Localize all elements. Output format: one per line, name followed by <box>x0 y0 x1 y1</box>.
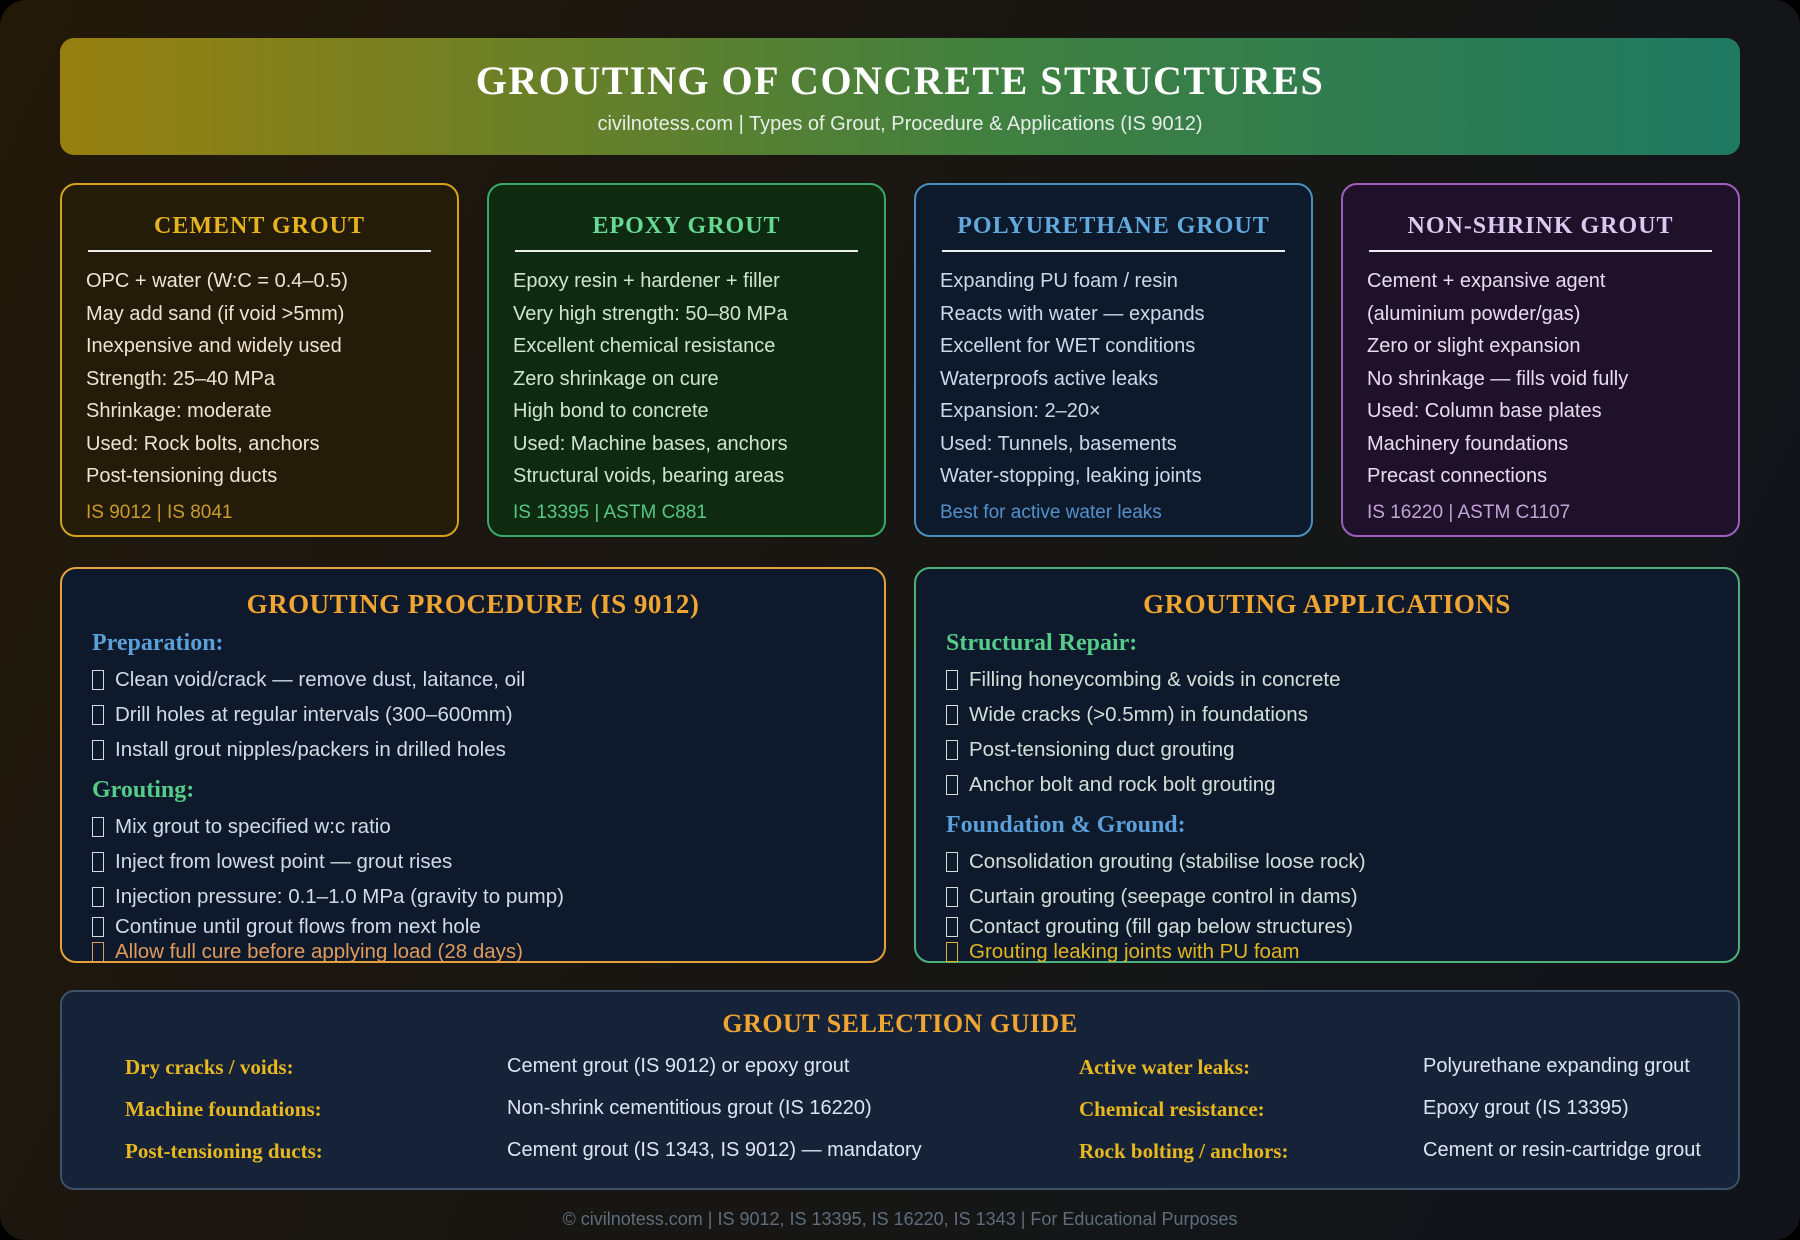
card-standards: IS 9012 | IS 8041 <box>86 501 233 523</box>
missing-glyph-icon <box>946 670 958 690</box>
procedure-item <box>92 662 854 697</box>
card-line: Waterproofs active leaks <box>940 367 1159 390</box>
card-standards: IS 16220 | ASTM C1107 <box>1367 501 1571 523</box>
application-item-text: Post-tensioning duct grouting <box>969 738 1235 761</box>
missing-glyph-icon <box>92 705 104 725</box>
cement-grout-card <box>60 183 459 537</box>
application-item-text: Filling honeycombing & voids in concrete <box>969 668 1341 691</box>
card-line: May add sand (if void >5mm) <box>86 302 345 325</box>
selection-guide-grid <box>62 1055 1738 1164</box>
card-line: Excellent for WET conditions <box>940 335 1196 357</box>
application-item <box>946 914 1708 940</box>
page-subtitle: civilnotess.com | Types of Grout, Procedure & Applications (IS 9012) <box>597 113 1203 135</box>
card-line: Expansion: 2–20× <box>940 400 1101 422</box>
procedure-item-text: Mix grout to specified w:c ratio <box>115 815 391 838</box>
missing-glyph-icon <box>92 942 104 962</box>
selection-value: Cement grout (IS 1343, IS 9012) — mandatory <box>507 1139 922 1161</box>
selection-label: Active water leaks: <box>1079 1055 1251 1079</box>
page-title: GROUTING OF CONCRETE STRUCTURES <box>475 58 1325 103</box>
grout-selection-guide-card <box>60 990 1740 1190</box>
procedure-item-text: Continue until grout flows from next hole <box>115 915 481 938</box>
card-line: High bond to concrete <box>513 400 709 422</box>
selection-label: Dry cracks / voids: <box>125 1055 294 1079</box>
card-line: Used: Machine bases, anchors <box>513 432 788 455</box>
application-item <box>946 767 1708 802</box>
card-body <box>940 265 1287 493</box>
selection-guide-title: GROUT SELECTION GUIDE <box>722 1009 1078 1038</box>
card-line: Inexpensive and widely used <box>86 335 342 357</box>
missing-glyph-icon <box>92 917 104 937</box>
procedure-item <box>92 697 854 732</box>
procedure-title: GROUTING PROCEDURE (IS 9012) <box>246 589 700 619</box>
selection-label: Post-tensioning ducts: <box>125 1139 323 1163</box>
middle-row <box>60 567 1740 963</box>
procedure-item-text: Drill holes at regular intervals (300–600mm) <box>115 703 513 726</box>
card-title: POLYURETHANE GROUT <box>942 199 1285 252</box>
missing-glyph-icon <box>946 917 958 937</box>
applications-title: GROUTING APPLICATIONS <box>1143 589 1511 619</box>
grout-cards-row <box>60 183 1740 537</box>
grouting-procedure-card <box>60 567 886 963</box>
missing-glyph-icon <box>92 852 104 872</box>
card-line: Reacts with water — expands <box>940 302 1205 325</box>
card-line: Water-stopping, leaking joints <box>940 465 1202 487</box>
copyright-footer: © civilnotess.com | IS 9012, IS 13395, IS 16220, IS 1343 | For Educational Purposes <box>562 1209 1238 1229</box>
card-body <box>1367 265 1714 493</box>
procedure-highlight-item <box>92 940 854 964</box>
missing-glyph-icon <box>92 887 104 907</box>
missing-glyph-icon <box>92 740 104 760</box>
card-note: Best for active water leaks <box>940 501 1162 523</box>
missing-glyph-icon <box>946 740 958 760</box>
card-line: Epoxy resin + hardener + filler <box>513 270 780 292</box>
procedure-item <box>92 809 854 844</box>
application-item <box>946 662 1708 697</box>
card-line: Shrinkage: moderate <box>86 400 272 422</box>
header-banner <box>60 38 1740 155</box>
card-title: NON-SHRINK GROUT <box>1369 199 1712 252</box>
card-line: Expanding PU foam / resin <box>940 270 1178 292</box>
card-title: CEMENT GROUT <box>88 199 431 252</box>
application-item-text: Curtain grouting (seepage control in dams) <box>969 885 1358 908</box>
procedure-item-text: Clean void/crack — remove dust, laitance, oil <box>115 668 526 691</box>
application-item <box>946 844 1708 879</box>
application-item-text: Anchor bolt and rock bolt grouting <box>969 773 1276 796</box>
missing-glyph-icon <box>946 887 958 907</box>
missing-glyph-icon <box>946 852 958 872</box>
non-shrink-grout-card <box>1341 183 1740 537</box>
selection-value: Epoxy grout (IS 13395) <box>1423 1097 1629 1119</box>
card-line: OPC + water (W:C = 0.4–0.5) <box>86 270 348 292</box>
missing-glyph-icon <box>946 942 958 962</box>
section-heading-structural-repair: Structural Repair: <box>946 630 1138 656</box>
selection-value: Cement grout (IS 9012) or epoxy grout <box>507 1055 850 1077</box>
section-heading-preparation: Preparation: <box>92 630 224 656</box>
card-line: Post-tensioning ducts <box>86 465 278 487</box>
application-item-text: Contact grouting (fill gap below structures) <box>969 915 1353 938</box>
card-body <box>513 265 860 493</box>
selection-label: Rock bolting / anchors: <box>1079 1139 1289 1163</box>
card-line: (aluminium powder/gas) <box>1367 302 1581 325</box>
card-line: Used: Rock bolts, anchors <box>86 432 320 455</box>
missing-glyph-icon <box>92 817 104 837</box>
application-item <box>946 879 1708 914</box>
procedure-item <box>92 732 854 767</box>
selection-value: Non-shrink cementitious grout (IS 16220) <box>507 1097 872 1119</box>
card-line: Used: Column base plates <box>1367 400 1602 422</box>
epoxy-grout-card <box>487 183 886 537</box>
application-item-text: Consolidation grouting (stabilise loose rock) <box>969 850 1366 873</box>
procedure-item-text: Allow full cure before applying load (28 days) <box>115 940 523 963</box>
grouting-applications-card <box>914 567 1740 963</box>
card-line: Excellent chemical resistance <box>513 335 776 357</box>
application-item <box>946 697 1708 732</box>
card-line: Zero shrinkage on cure <box>513 367 719 390</box>
card-line: Precast connections <box>1367 465 1548 487</box>
section-heading-grouting: Grouting: <box>92 777 195 803</box>
selection-value: Polyurethane expanding grout <box>1423 1055 1690 1077</box>
application-highlight-item <box>946 940 1708 964</box>
procedure-item <box>92 879 854 914</box>
polyurethane-grout-card <box>914 183 1313 537</box>
section-heading-foundation-ground: Foundation & Ground: <box>946 812 1186 838</box>
card-line: Structural voids, bearing areas <box>513 465 785 487</box>
card-title: EPOXY GROUT <box>515 199 858 252</box>
card-line: Zero or slight expansion <box>1367 335 1581 357</box>
card-line: No shrinkage — fills void fully <box>1367 367 1629 390</box>
missing-glyph-icon <box>92 670 104 690</box>
missing-glyph-icon <box>946 775 958 795</box>
procedure-item <box>92 844 854 879</box>
card-body <box>86 265 433 493</box>
procedure-item <box>92 914 854 940</box>
card-line: Cement + expansive agent <box>1367 270 1606 292</box>
missing-glyph-icon <box>946 705 958 725</box>
procedure-item-text: Install grout nipples/packers in drilled holes <box>115 738 506 761</box>
application-item <box>946 732 1708 767</box>
card-line: Used: Tunnels, basements <box>940 432 1177 455</box>
application-item-text: Wide cracks (>0.5mm) in foundations <box>969 703 1308 726</box>
card-standards: IS 13395 | ASTM C881 <box>513 501 707 523</box>
selection-value: Cement or resin-cartridge grout <box>1423 1139 1701 1161</box>
application-item-text: Grouting leaking joints with PU foam <box>969 940 1300 963</box>
card-line: Machinery foundations <box>1367 432 1569 455</box>
card-line: Strength: 25–40 MPa <box>86 367 276 390</box>
card-line: Very high strength: 50–80 MPa <box>513 302 788 325</box>
selection-label: Chemical resistance: <box>1079 1097 1265 1121</box>
procedure-item-text: Injection pressure: 0.1–1.0 MPa (gravity to pump) <box>115 885 564 908</box>
selection-label: Machine foundations: <box>125 1097 322 1121</box>
procedure-item-text: Inject from lowest point — grout rises <box>115 850 453 873</box>
